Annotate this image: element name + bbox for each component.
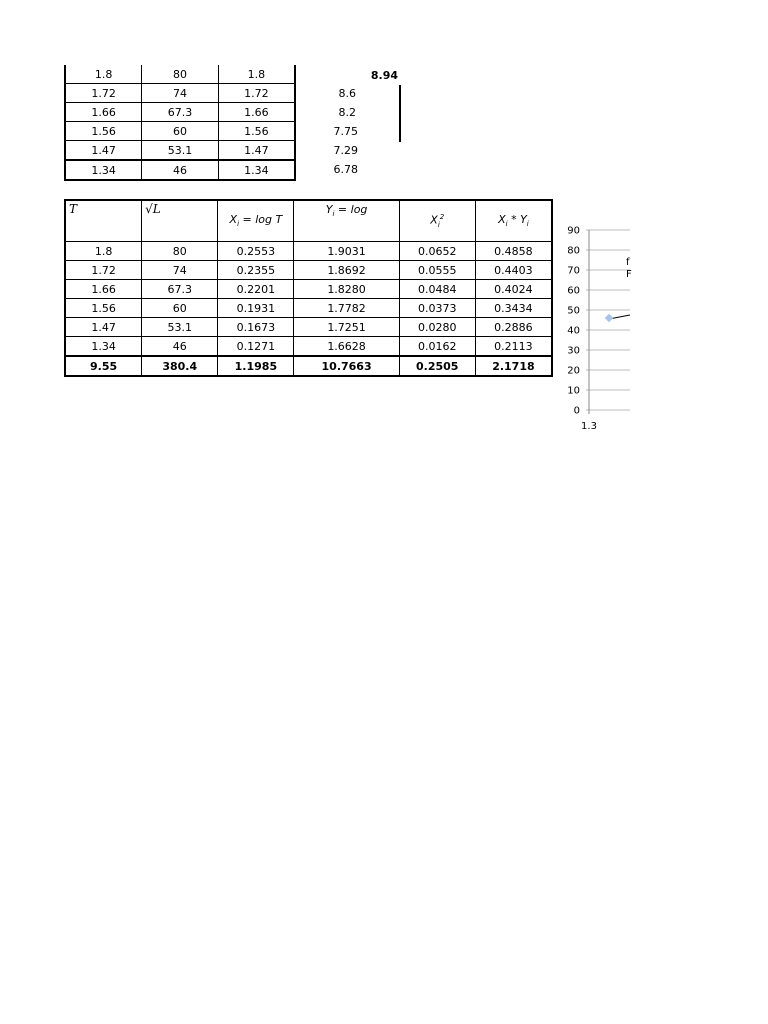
top-table-cell: 1.66 [65,103,142,122]
clipped-label: f [626,257,630,268]
top-table-cell: 1.8 [218,65,295,84]
table-cell: 0.4403 [475,261,552,280]
y-tick-label: 30 [567,345,580,357]
top-table-cell: 67.3 [142,103,218,122]
y-tick-label: 40 [567,325,580,337]
y-tick-label: 50 [567,305,580,317]
table-cell: 0.0162 [399,337,475,357]
top-table-cell: 74 [142,84,218,103]
y-tick-label: 20 [567,365,580,377]
table-cell: 0.4858 [475,242,552,261]
top-table-cell: 1.72 [218,84,295,103]
table-cell: 1.8692 [294,261,399,280]
table-cell: 1.8280 [294,280,399,299]
table-cell: 1.34 [65,337,142,357]
header-sqrt-l: √L [142,200,218,242]
top-table-cell: 46 [142,160,218,180]
table-cell: 0.2355 [218,261,294,280]
data-point [605,314,613,322]
chart-grid [586,230,630,414]
top-table-row [65,141,295,161]
total-cell: 380.4 [142,356,218,376]
table-cell: 0.0555 [399,261,475,280]
table-cell: 46 [142,337,218,357]
header-xi-squared: $X_i^2$ [399,200,475,242]
table-cell: 1.8 [65,242,142,261]
y-tick-label: 60 [567,285,580,297]
table-cell: 0.1673 [218,318,294,337]
y-tick-label: 0 [573,405,580,417]
total-cell: 0.2505 [399,356,475,376]
top-table-cell: 1.66 [218,103,295,122]
table-cell: 0.2886 [475,318,552,337]
table-cell: 0.4024 [475,280,552,299]
table-cell: 0.2201 [218,280,294,299]
top-table-cell: 53.1 [142,141,218,161]
top-table-row [65,160,295,180]
y-axis-ticks [567,226,580,417]
side-value: 7.75 [333,125,358,138]
side-value: 8.94 [370,69,398,82]
x-axis-ticks [581,421,597,432]
table-row [65,242,552,261]
partial-chart [560,220,630,435]
top-table-cell: 1.56 [65,122,142,141]
top-table-row [65,103,295,122]
side-value: 7.29 [333,144,358,157]
table-cell: 0.1271 [218,337,294,357]
table-cell: 0.0280 [399,318,475,337]
header-xi-yi: $X_i * Y_i$ [475,200,552,242]
table-cell: 1.47 [65,318,142,337]
table-row [65,318,552,337]
x-tick-label: 1.3 [581,421,597,432]
total-cell: 10.7663 [294,356,399,376]
y-tick-label: 70 [567,265,580,277]
y-tick-label: 80 [567,245,580,257]
top-table-cell: 80 [142,65,218,84]
total-cell: 2.1718 [475,356,552,376]
top-table-cell: 1.47 [218,141,295,161]
top-table-cell: 60 [142,122,218,141]
header-xi: $X_i = \log T$ [218,200,294,242]
table-cell: 0.2113 [475,337,552,357]
clipped-label: F [626,269,632,280]
chart-clipped-text [626,257,632,280]
table-cell: 0.2553 [218,242,294,261]
table-cell: 60 [142,299,218,318]
top-table-cell: 1.8 [65,65,142,84]
table-cell: 0.0484 [399,280,475,299]
regression-table [64,199,553,377]
top-table-cell: 1.56 [218,122,295,141]
total-cell: 1.1985 [218,356,294,376]
table-row [65,299,552,318]
table-cell: 67.3 [142,280,218,299]
y-tick-label: 90 [567,225,580,237]
top-data-table [64,65,296,181]
top-table-cell: 1.72 [65,84,142,103]
header-row [65,200,552,242]
y-tick-label: 10 [567,385,580,397]
total-cell: 9.55 [65,356,142,376]
table-cell: 0.1931 [218,299,294,318]
table-row [65,261,552,280]
chart-marks [605,314,630,322]
table-row [65,280,552,299]
side-value: 8.2 [338,106,356,119]
header-yi: $Y_i = \log$ [294,200,399,242]
table-cell: 80 [142,242,218,261]
table-cell: 1.6628 [294,337,399,357]
top-table-cell: 1.34 [65,160,142,180]
table-cell: 1.9031 [294,242,399,261]
side-divider-line [399,85,401,142]
table-cell: 1.66 [65,280,142,299]
side-value: 8.6 [338,87,356,100]
table-cell: 1.7251 [294,318,399,337]
table-cell: 1.56 [65,299,142,318]
top-table-row [65,122,295,141]
table-row [65,337,552,357]
table-cell: 0.3434 [475,299,552,318]
header-t: T [65,200,142,242]
top-table-row [65,65,295,84]
table-cell: 1.72 [65,261,142,280]
total-row [65,356,552,376]
table-cell: 53.1 [142,318,218,337]
side-value: 6.78 [333,163,358,176]
table-cell: 74 [142,261,218,280]
table-cell: 1.7782 [294,299,399,318]
top-table-row [65,84,295,103]
table-cell: 0.0373 [399,299,475,318]
table-cell: 0.0652 [399,242,475,261]
top-table-cell: 1.34 [218,160,295,180]
top-table-cell: 1.47 [65,141,142,161]
